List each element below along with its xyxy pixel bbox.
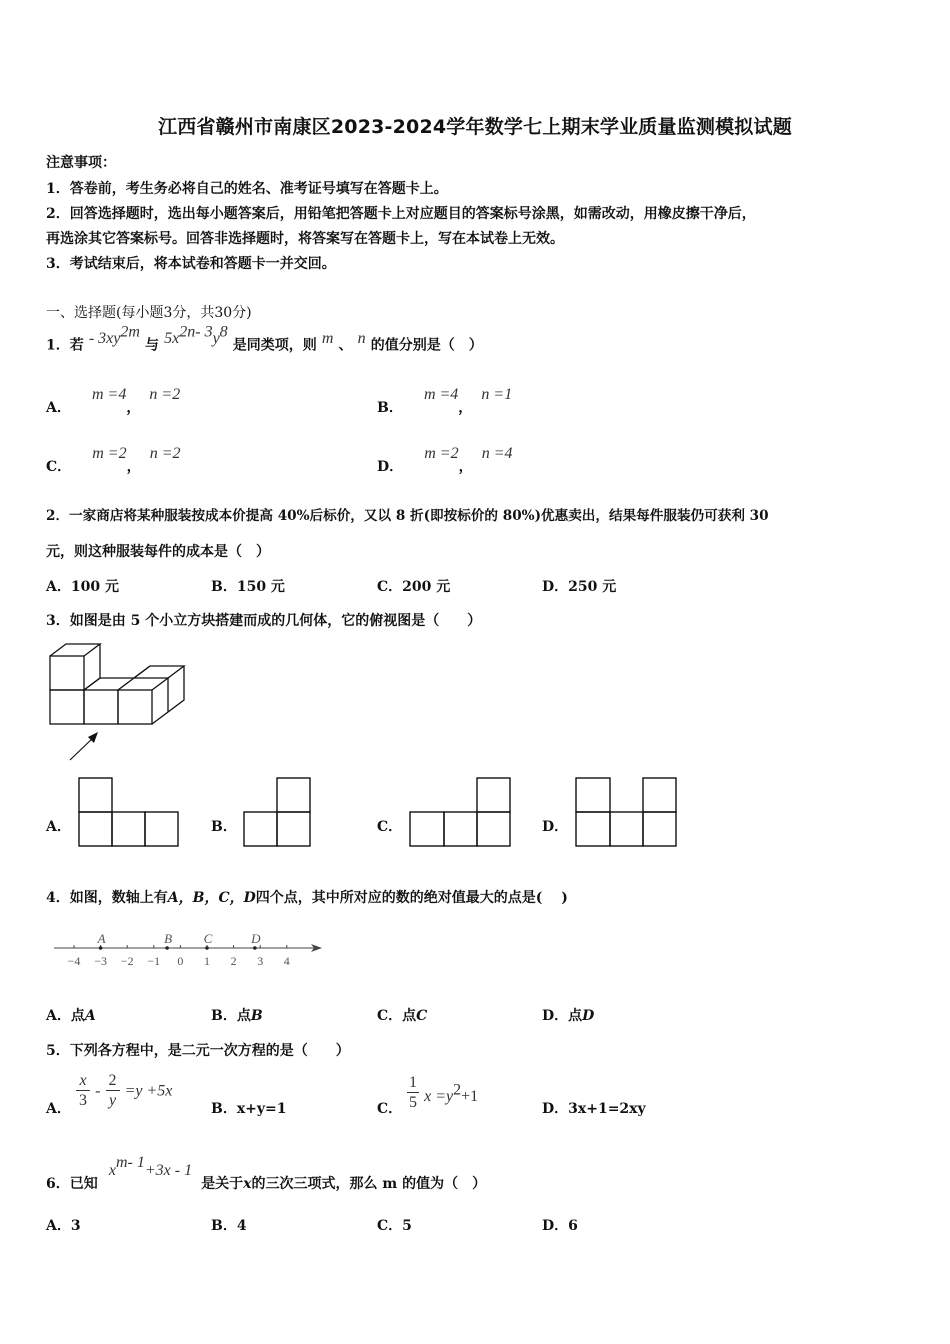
notice-item-2b: 再选涂其它答案标号。回答非选择题时，将答案写在答题卡上，写在本试卷上无效。 — [46, 231, 564, 247]
q4-option-b[interactable]: B．点B — [211, 1008, 263, 1024]
question-4-stem: 4．如图，数轴上有A，B，C，D四个点，其中所对应的数的绝对值最大的点是( ) — [46, 890, 568, 906]
q4-option-d[interactable]: D．点D — [542, 1008, 595, 1024]
section-heading: 一、选择题(每小题3分，共30分) — [46, 305, 252, 321]
q5-option-a-expr[interactable]: $\frac{x}{3}$ - $\frac{2}{y}$ =y +5x — [76, 1072, 172, 1120]
q4-option-c[interactable]: C．点C — [377, 1008, 428, 1024]
q1-sep: 、 — [338, 337, 353, 354]
question-2-line1: 2．一家商店将某种服装按成本价提高 40%后标价，又以 8 折(即按标价的 80%)优惠卖出，结果每件服装仍可获利 30 — [46, 508, 769, 524]
fraction-x-over-3: $\frac{x}{3}$ — [76, 1072, 90, 1111]
axis-tick-label: 1 — [204, 954, 210, 968]
axis-tick-label: 2 — [230, 954, 237, 968]
view-direction-arrow-icon — [70, 732, 98, 760]
axis-tick-label: −1 — [147, 954, 161, 968]
q5-option-c-expr[interactable]: $\frac{1}{5}$ $x =y^2+1$ — [409, 1074, 479, 1111]
q3-option-a-figure[interactable] — [78, 777, 182, 849]
number-line-point-label: B — [164, 931, 173, 946]
axis-tick-label: 3 — [257, 954, 264, 968]
question-6-stem: 6．已知 $x^{m- 1}+3x - 1$ 是关于x的三次三项式，那么 m 的值为（ ） — [46, 1154, 487, 1193]
q5-option-a-label[interactable]: A． — [46, 1101, 71, 1117]
axis-tick-label: −2 — [120, 954, 134, 968]
q3-option-b-label[interactable]: B． — [211, 819, 237, 835]
q2-option-a[interactable]: A．100 元 — [46, 579, 119, 595]
q4-option-a[interactable]: A．点A — [46, 1008, 96, 1024]
axis-tick-label: −3 — [94, 954, 107, 968]
notice-item-1: 1．答卷前，考生务必将自己的姓名、准考证号填写在答题卡上。 — [46, 181, 448, 197]
q5-option-d[interactable]: D．3x+1=2xy — [542, 1101, 646, 1117]
q1-suffix1: 是同类项，则 — [232, 337, 317, 354]
number-line-point — [165, 946, 169, 950]
number-line-point-label: A — [97, 931, 106, 946]
q4-number-line — [52, 928, 327, 972]
page-title: 江西省赣州市南康区2023-2024学年数学七上期末学业质量监测模拟试题 — [158, 116, 792, 138]
q1-var-n: n — [357, 330, 366, 348]
question-2-line2: 元，则这种服装每件的成本是（ ） — [46, 544, 270, 560]
number-line-point-label: D — [251, 931, 261, 946]
notice-item-2a: 2．回答选择题时，选出每小题答案后，用铅笔把答题卡上对应题目的答案标号涂黑，如需改动，用橡皮擦干净后， — [46, 206, 756, 222]
notice-heading: 注意事项： — [46, 155, 116, 171]
q6-option-b[interactable]: B．4 — [211, 1218, 247, 1234]
question-3-stem: 3．如图是由 5 个小立方块搭建而成的几何体，它的俯视图是（ ） — [46, 613, 482, 629]
q1-option-b[interactable]: B． m =4， n =1 — [377, 386, 513, 416]
question-5-stem: 5．下列各方程中，是二元一次方程的是（ ） — [46, 1043, 350, 1059]
q3-option-d-figure[interactable] — [575, 777, 681, 849]
q5-option-c-label[interactable]: C． — [377, 1101, 403, 1117]
number-line-point — [253, 946, 257, 950]
q1-suffix2: 的值分别是（ ） — [370, 337, 483, 354]
q3-option-d-label[interactable]: D． — [542, 819, 569, 835]
q1-option-d[interactable]: D． m =2， n =4 — [377, 445, 513, 475]
question-1-stem — [46, 324, 483, 354]
axis-tick-label: −4 — [67, 954, 81, 968]
q3-option-a-label[interactable]: A． — [46, 819, 71, 835]
q3-solid-figure — [40, 640, 200, 770]
q6-option-a[interactable]: A．3 — [46, 1218, 81, 1234]
q2-option-b[interactable]: B．150 元 — [211, 579, 285, 595]
q2-option-c[interactable]: C．200 元 — [377, 579, 451, 595]
q6-option-d[interactable]: D．6 — [542, 1218, 578, 1234]
q1-var-m: m — [321, 330, 334, 348]
q3-option-c-label[interactable]: C． — [377, 819, 403, 835]
axis-tick-label: 0 — [177, 954, 184, 968]
notice-item-3: 3．考试结束后，将本试卷和答题卡一并交回。 — [46, 256, 336, 272]
fraction-2-over-y: $\frac{2}{y}$ — [106, 1072, 120, 1111]
fraction-1-over-5: $\frac{1}{5}$ — [409, 1074, 417, 1111]
q1-option-c[interactable]: C． m =2， n =2 — [46, 445, 181, 475]
q3-option-b-figure[interactable] — [243, 777, 315, 849]
q1-prefix: 1．若 — [46, 337, 84, 354]
q5-option-b[interactable]: B．x+y=1 — [211, 1101, 287, 1117]
number-line-point-label: C — [203, 931, 213, 946]
q1-mid: 与 — [145, 337, 160, 354]
q6-option-c[interactable]: C．5 — [377, 1218, 412, 1234]
axis-tick-label: 4 — [283, 954, 290, 968]
q3-option-c-figure[interactable] — [409, 777, 515, 849]
q1-term2: $5x^{2n- 3}y^8$ — [164, 324, 228, 348]
number-line-point — [99, 946, 103, 950]
q1-term1: - $3xy^{2m}$ — [88, 324, 140, 348]
q2-option-d[interactable]: D．250 元 — [542, 579, 617, 595]
q1-option-a[interactable]: A． m =4， n =2 — [46, 386, 181, 416]
number-line-point — [205, 946, 209, 950]
